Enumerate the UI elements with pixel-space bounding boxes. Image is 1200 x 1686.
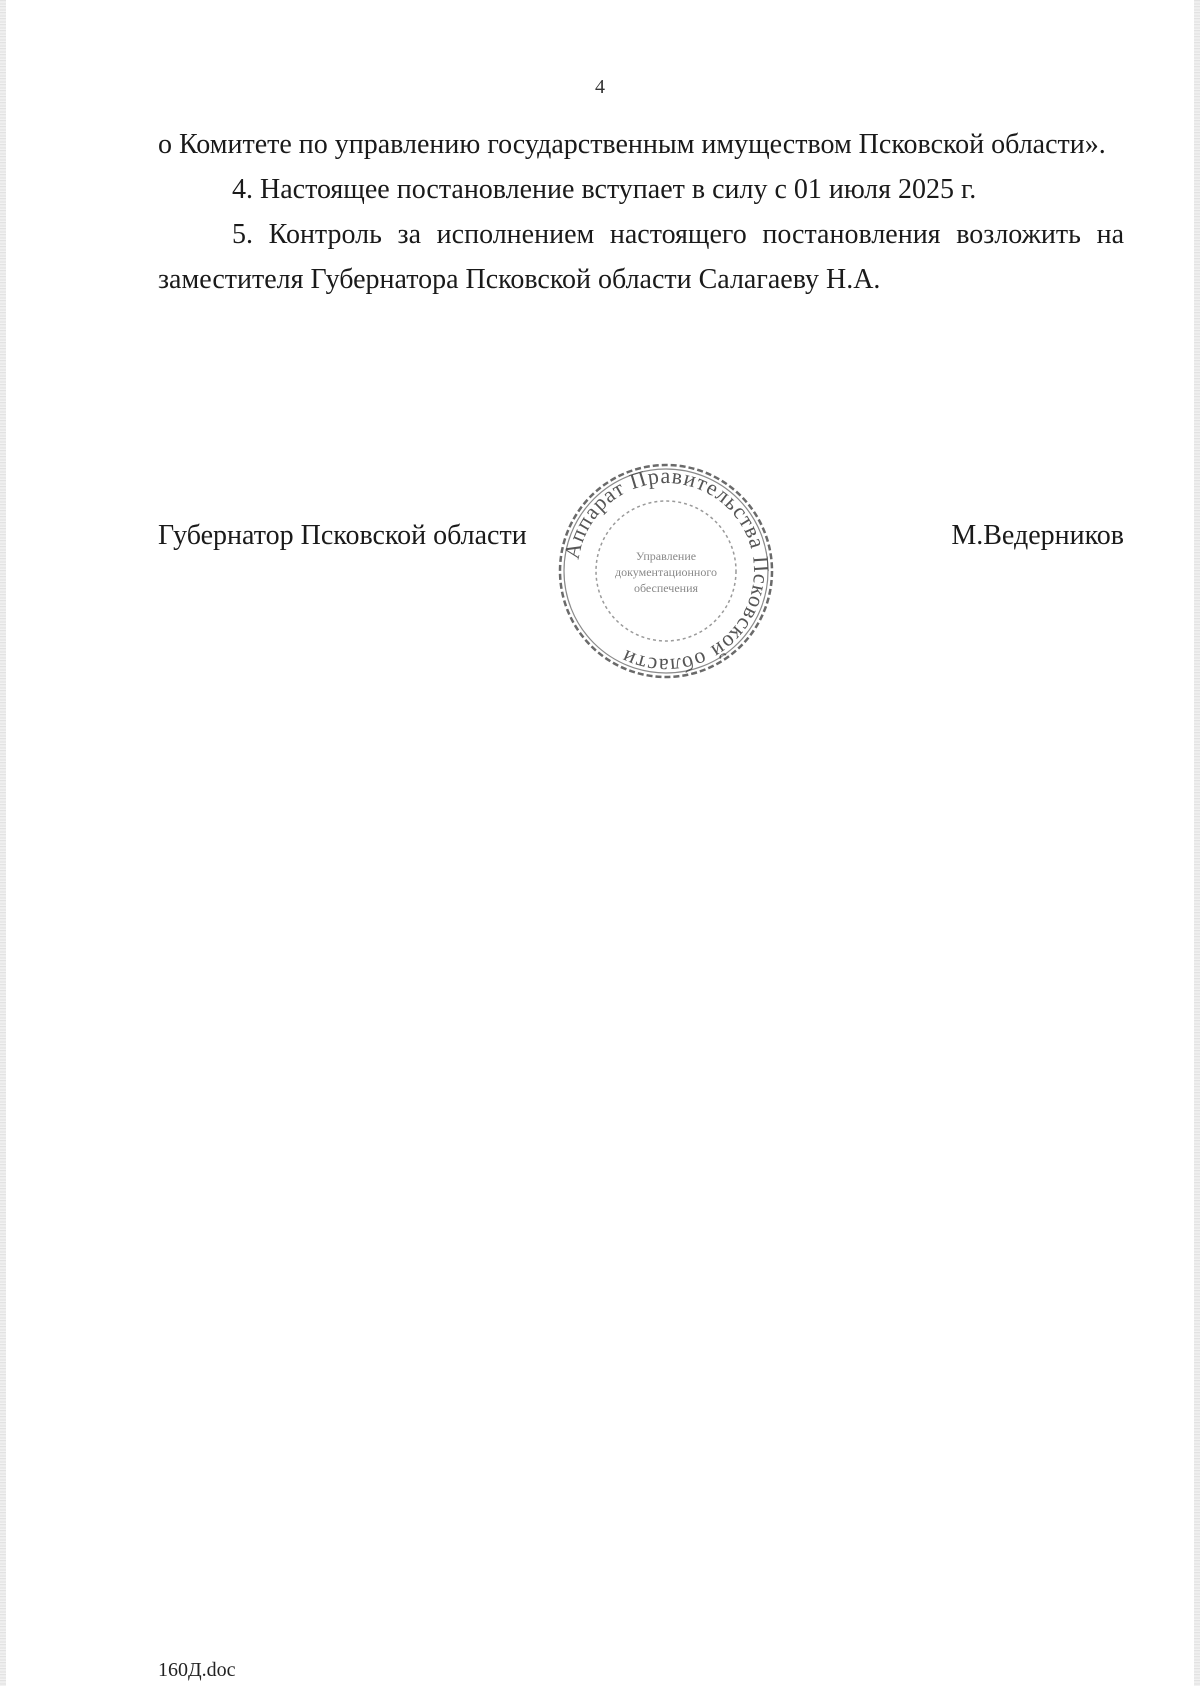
seal-inner-line-1: Управление — [635, 549, 697, 563]
page-number: 4 — [595, 76, 605, 98]
seal-inner-line-3: обеспечения — [633, 581, 699, 595]
seal-outer-text: Аппарат Правительства Псковской области — [558, 462, 775, 680]
paragraph-continuation: о Комитете по управлению государственным имуществом Псковской области». — [158, 129, 1106, 160]
seal-inner-line-2: документационного — [615, 565, 717, 579]
paragraph-item-4: 4. Настоящее постановление вступает в силу с 01 июля 2025 г. — [232, 174, 977, 205]
signatory-position: Губернатор Псковской области — [158, 520, 527, 551]
document-body — [158, 122, 1124, 302]
scan-edge-left — [0, 0, 6, 1686]
paragraph-item-5: 5. Контроль за исполнением настоящего постановления возложить на заместителя Губернатора Псковской области Салагаеву Н.А. — [158, 219, 1124, 295]
scan-edge-right — [1194, 0, 1200, 1686]
official-seal — [555, 460, 777, 682]
signatory-name: М.Ведерников — [951, 520, 1124, 551]
footer-filename: 160Д.doc — [158, 1659, 236, 1681]
